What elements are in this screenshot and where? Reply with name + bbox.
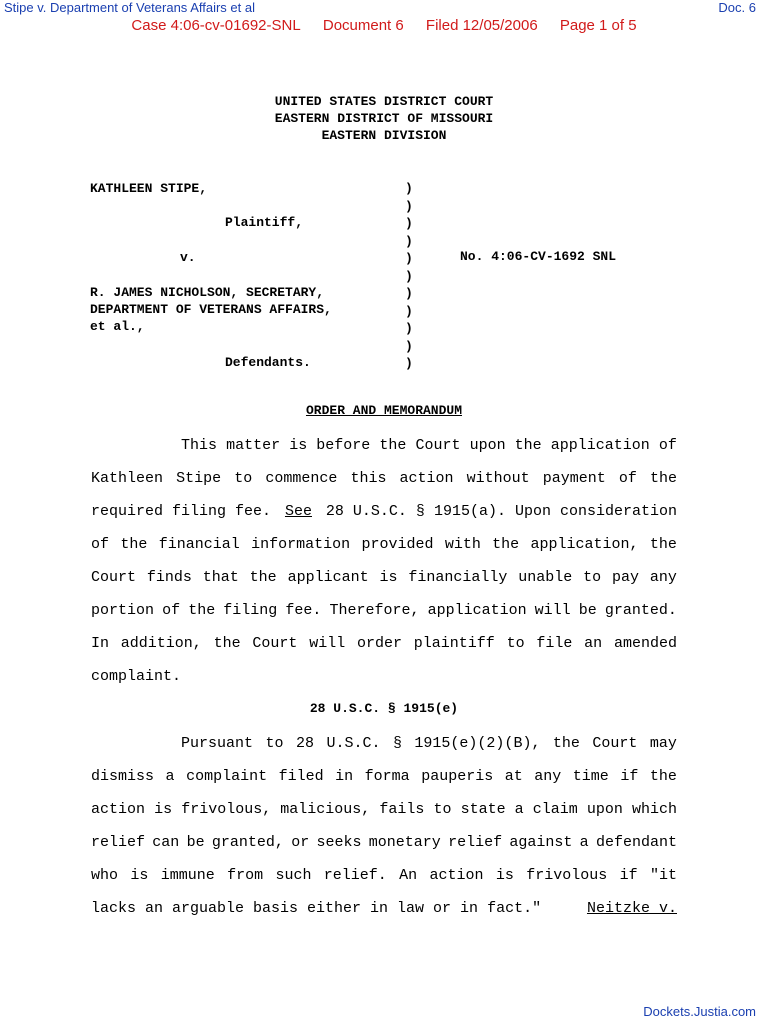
word: the — [249, 569, 277, 586]
court-division: EASTERN DIVISION — [321, 128, 447, 143]
word: An — [399, 867, 418, 884]
word: to — [433, 801, 452, 818]
word: will — [534, 602, 571, 619]
p2-l6-text: lacks an arguable basis either in law or in fact." — [91, 900, 542, 917]
word: if — [620, 768, 639, 785]
word: to — [506, 635, 525, 652]
paren: ) — [405, 356, 413, 371]
word: malicious, — [280, 801, 371, 818]
paren: ) — [405, 286, 413, 301]
stamp-filed: Filed 12/05/2006 — [425, 17, 538, 34]
plaintiff-name: KATHLEEN STIPE, — [90, 181, 208, 196]
court-name: UNITED STATES DISTRICT COURT — [274, 94, 494, 109]
word: dismiss — [91, 768, 155, 785]
word: forma — [364, 768, 410, 785]
word: U.S.C. — [326, 735, 381, 752]
word: the — [649, 470, 677, 487]
word: monetary — [368, 834, 441, 851]
word: time — [572, 768, 609, 785]
word: of — [162, 602, 181, 619]
paren: ) — [405, 321, 413, 336]
word: payment — [542, 470, 606, 487]
word: without — [466, 470, 530, 487]
word: 28 — [295, 735, 314, 752]
word: This — [181, 437, 218, 454]
word: is — [154, 801, 173, 818]
word: a — [165, 768, 175, 785]
p2-line — [91, 892, 677, 925]
word: filed — [278, 768, 324, 785]
word: financial — [158, 536, 240, 553]
word: applicant — [287, 569, 369, 586]
word: is — [379, 569, 398, 586]
word: at — [504, 768, 523, 785]
word: unable — [518, 569, 573, 586]
word: that — [202, 569, 239, 586]
word: of — [618, 470, 637, 487]
word: fee. — [285, 602, 322, 619]
p1-l3-pre: required filing fee. — [91, 503, 272, 520]
word: matter — [226, 437, 281, 454]
word: upon — [586, 801, 623, 818]
case-number: No. 4:06-CV-1692 SNL — [460, 249, 617, 264]
word: can — [152, 834, 180, 851]
word: be — [578, 602, 597, 619]
word: to — [265, 735, 284, 752]
word: the — [492, 536, 520, 553]
word: portion — [91, 602, 155, 619]
word: granted. — [604, 602, 677, 619]
p1-line — [91, 528, 677, 561]
word: is — [289, 437, 308, 454]
paren: ) — [405, 181, 413, 196]
word: to — [583, 569, 602, 586]
word: any — [649, 569, 677, 586]
word: any — [534, 768, 562, 785]
word: the — [649, 536, 677, 553]
plaintiff-label: Plaintiff, — [225, 215, 304, 230]
word: this — [350, 470, 387, 487]
word: will — [309, 635, 346, 652]
paragraph-2 — [91, 727, 677, 925]
word: is — [495, 867, 514, 884]
word: fails — [379, 801, 425, 818]
word: pauperis — [421, 768, 494, 785]
defendant-line-2: DEPARTMENT OF VETERANS AFFAIRS, — [90, 302, 332, 317]
word: the — [514, 437, 542, 454]
word: of — [658, 437, 677, 454]
word: Stipe — [176, 470, 222, 487]
word: such — [275, 867, 312, 884]
caption-parentheses — [405, 180, 413, 373]
word: is — [130, 867, 149, 884]
word: plaintiff — [413, 635, 495, 652]
word: In — [91, 635, 110, 652]
word: an — [584, 635, 603, 652]
court-district: EASTERN DISTRICT OF MISSOURI — [274, 111, 494, 126]
paren: ) — [405, 198, 413, 214]
p1-line — [91, 429, 677, 462]
word: frivolous, — [181, 801, 272, 818]
word: the — [649, 768, 677, 785]
word: § — [392, 735, 402, 752]
defendant-line-1: R. JAMES NICHOLSON, SECRETARY, — [90, 285, 325, 300]
word: complaint — [186, 768, 268, 785]
word: "it — [649, 867, 677, 884]
word: defendant — [595, 834, 677, 851]
p2-line — [91, 760, 677, 793]
versus: v. — [180, 250, 196, 265]
word: filing — [223, 602, 278, 619]
p1-l3-post: 28 U.S.C. § 1915(a). Upon consideration — [325, 503, 677, 520]
word: action — [399, 470, 454, 487]
word: relief. — [323, 867, 387, 884]
word: from — [227, 867, 264, 884]
word: action — [429, 867, 484, 884]
p1-line — [91, 495, 677, 528]
word: Court — [415, 437, 461, 454]
word: application — [550, 437, 650, 454]
word: Court — [592, 735, 638, 752]
p1-line — [91, 594, 677, 627]
word: Court — [91, 569, 137, 586]
word: immune — [160, 867, 215, 884]
word: seeks — [316, 834, 362, 851]
word: upon — [469, 437, 506, 454]
stamp-document: Document 6 — [322, 17, 404, 34]
word: the — [213, 635, 241, 652]
word: provided — [361, 536, 434, 553]
paren: ) — [405, 303, 413, 319]
word: claim — [532, 801, 578, 818]
word: against — [509, 834, 573, 851]
word: to — [234, 470, 253, 487]
stamp-page: Page 1 of 5 — [559, 17, 637, 34]
word: Kathleen — [91, 470, 164, 487]
p2-line — [91, 793, 677, 826]
paragraph-1 — [91, 429, 677, 693]
word: the — [120, 536, 148, 553]
word: who — [91, 867, 119, 884]
word: a — [579, 834, 589, 851]
section-heading: 28 U.S.C. § 1915(e) — [309, 701, 459, 716]
word: application — [427, 602, 527, 619]
word: order — [356, 635, 402, 652]
word: financially — [408, 569, 508, 586]
word: Court — [252, 635, 298, 652]
order-title: ORDER AND MEMORANDUM — [305, 403, 463, 418]
word: if — [619, 867, 638, 884]
word: finds — [146, 569, 192, 586]
word: action — [91, 801, 146, 818]
word: of — [91, 536, 110, 553]
word: state — [460, 801, 506, 818]
word: application, — [530, 536, 639, 553]
word: the — [552, 735, 580, 752]
paren: ) — [405, 268, 413, 284]
see-signal: See — [284, 503, 312, 520]
word: frivolous — [526, 867, 608, 884]
word: information — [251, 536, 351, 553]
word: in — [335, 768, 354, 785]
stamp-case: Case 4:06-cv-01692-SNL — [131, 17, 301, 34]
word: Therefore, — [329, 602, 420, 619]
word: relief — [448, 834, 503, 851]
word: granted, — [211, 834, 284, 851]
p1-line — [91, 462, 677, 495]
word: be — [186, 834, 205, 851]
p2-line — [91, 727, 677, 760]
word: commence — [265, 470, 338, 487]
p1-line — [91, 627, 677, 660]
paren: ) — [405, 251, 413, 266]
word: or — [291, 834, 310, 851]
defendants-label: Defendants. — [225, 355, 311, 370]
p2-line — [91, 826, 677, 859]
word: before — [316, 437, 371, 454]
word: pay — [612, 569, 640, 586]
filing-stamp — [0, 17, 768, 34]
word: amended — [613, 635, 677, 652]
word: a — [514, 801, 524, 818]
justia-link[interactable]: Dockets.Justia.com — [643, 1004, 756, 1019]
p1-line — [91, 561, 677, 594]
word: 1915(e)(2)(B), — [414, 735, 541, 752]
word: may — [649, 735, 677, 752]
word: which — [631, 801, 677, 818]
word: the — [379, 437, 407, 454]
docket-title-link[interactable]: Stipe v. Department of Veterans Affairs et al — [4, 0, 255, 15]
paren: ) — [405, 233, 413, 249]
p2-line — [91, 859, 677, 892]
doc-number-link[interactable]: Doc. 6 — [718, 0, 756, 15]
word: with — [444, 536, 481, 553]
word: file — [536, 635, 573, 652]
case-citation: Neitzke v. — [586, 900, 677, 917]
word: relief — [91, 834, 146, 851]
paren: ) — [405, 216, 413, 231]
word: Pursuant — [181, 735, 254, 752]
p1-line: complaint. — [91, 668, 182, 685]
defendant-line-3: et al., — [90, 319, 145, 334]
word: addition, — [120, 635, 202, 652]
paren: ) — [405, 338, 413, 354]
word: the — [188, 602, 216, 619]
